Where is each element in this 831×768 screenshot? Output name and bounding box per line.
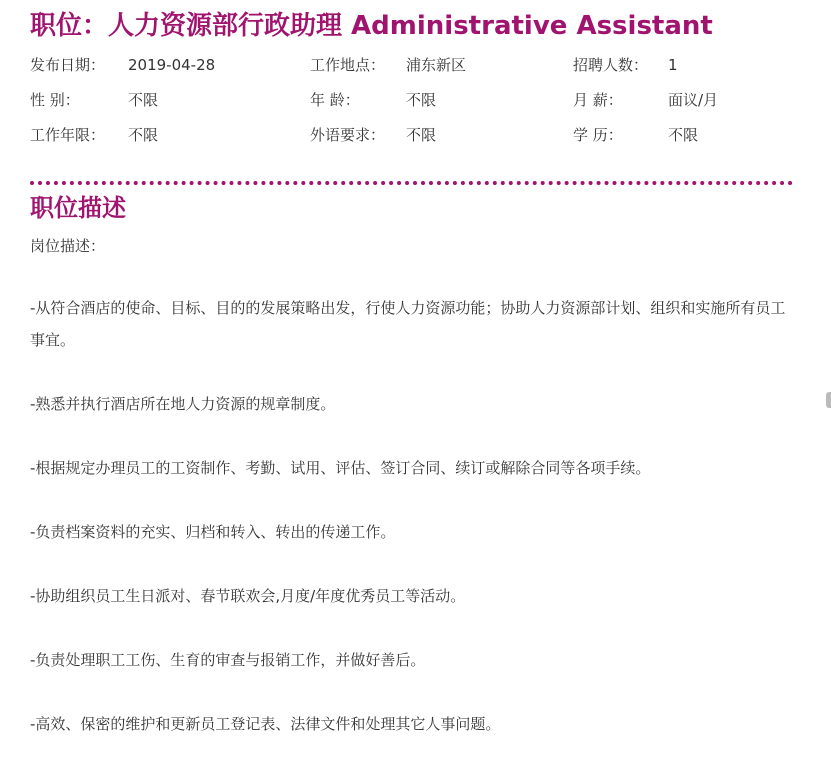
job-info-grid [30, 52, 810, 157]
salary-value: 面议/月 [668, 91, 719, 109]
duty-item: -负责处理职工工伤、生育的审查与报销工作，并做好善后。 [30, 651, 426, 669]
info-row [30, 122, 810, 157]
job-title: 职位：人力资源部行政助理 Administrative Assistant [30, 11, 713, 41]
info-row [30, 87, 810, 122]
location-value: 浦东新区 [406, 56, 467, 74]
duty-item: -从符合酒店的使命、目标、目的的发展策略出发，行使人力资源功能；协助人力资源部计划、组织和实施所有员工事宜。 [30, 299, 786, 349]
section-title: 职位描述 [30, 194, 126, 222]
language-value: 不限 [406, 126, 437, 144]
experience-label: 工作年限： [30, 126, 106, 144]
publish-date-label: 发布日期： [30, 56, 106, 74]
job-description [30, 232, 790, 740]
age-label: 年 龄： [310, 91, 360, 109]
side-scroll-handle[interactable] [826, 392, 831, 408]
headcount-value: 1 [668, 56, 678, 74]
description-intro: 岗位描述： [30, 237, 106, 255]
salary-label: 月 薪： [573, 91, 623, 109]
headcount-label: 招聘人数： [573, 56, 649, 74]
info-row [30, 52, 810, 87]
gender-label: 性 别： [30, 91, 80, 109]
experience-value: 不限 [128, 126, 159, 144]
duty-item: -根据规定办理员工的工资制作、考勤、试用、评估、签订合同、续订或解除合同等各项手续。 [30, 459, 651, 477]
location-label: 工作地点： [310, 56, 386, 74]
language-label: 外语要求： [310, 126, 386, 144]
duty-item: -负责档案资料的充实、归档和转入、转出的传递工作。 [30, 523, 396, 541]
duty-item: -协助组织员工生日派对、春节联欢会,月度/年度优秀员工等活动。 [30, 587, 466, 605]
education-label: 学 历： [573, 126, 623, 144]
gender-value: 不限 [128, 91, 159, 109]
education-value: 不限 [668, 126, 699, 144]
duty-item: -高效、保密的维护和更新员工登记表、法律文件和处理其它人事问题。 [30, 715, 501, 733]
age-value: 不限 [406, 91, 437, 109]
section-divider [30, 181, 793, 185]
duty-item: -熟悉并执行酒店所在地人力资源的规章制度。 [30, 395, 336, 413]
publish-date-value: 2019-04-28 [128, 56, 216, 74]
